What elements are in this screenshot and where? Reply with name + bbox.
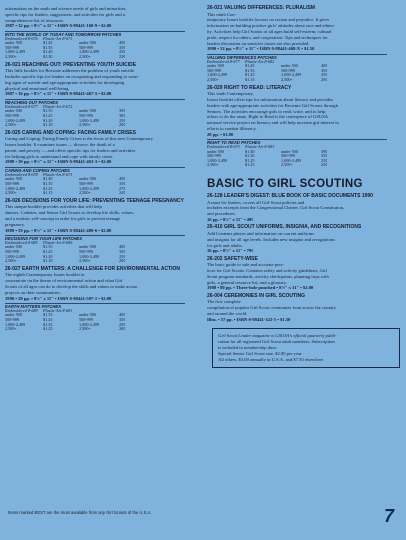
patch-price-cell: under 500 [281, 63, 298, 69]
patch-table-title: VALUING DIFFERENCES PATCHES [207, 54, 277, 60]
section-title: BASIC TO GIRL SCOUTING [207, 178, 363, 191]
patch-table-title: CARING AND COPING PATCHES [5, 167, 70, 173]
patch-price-cell: under 500 [79, 244, 96, 250]
patch-price-cell: 1,000-2,499 [207, 157, 228, 163]
patch-price-row [5, 191, 185, 196]
patch-price-cell: 1,000-2,499 [281, 157, 302, 163]
patch-price-cell: 1,000-2,499 [5, 117, 26, 123]
patch-price-cell [155, 327, 179, 332]
patch-price-cell: 20¢ [321, 77, 328, 83]
right-column [207, 6, 395, 368]
patch-table-title: DECISIONS FOR YOUR LIFE PATCHES [5, 235, 83, 241]
patch-price-cell: 24¢ [119, 190, 126, 196]
patch-price-table [5, 235, 185, 264]
item-desc-line: Issues booklet offers tips for information about literacy and provides [207, 97, 334, 103]
item-heading: 26-026 DECISIONS FOR YOUR LIFE: PREVENTING TEENAGE PREGNANCY [5, 197, 184, 204]
patch-price-cell: 20¢ [119, 258, 126, 264]
item-desc-line: pregnancy. [5, 221, 25, 227]
patch-price-cell: 1,000-2,499 [5, 49, 26, 55]
item-desc-line: efforts to combat illiteracy. [207, 126, 257, 132]
patch-price-cell: $1.25 [43, 112, 53, 118]
patch-price-cell: $1.10 [43, 258, 53, 264]
patch-price-cell: 500-999 [5, 180, 19, 186]
patch-price-cell: 2,500+ [207, 77, 219, 83]
item-desc-line: Scout program standards, activity checkpoints, planning trips with [207, 273, 329, 279]
item-valuing-differences [207, 6, 395, 83]
patch-price-cell: 500-999 [281, 153, 295, 159]
item-desc-line: This unique booklet provides activities that will help [5, 204, 102, 210]
intro-line: specific tips for leaders, suggestions, and activities for girls and a [5, 11, 125, 17]
patch-price-cell [155, 123, 179, 128]
item-desc-line: Add Contents photos and information on current uniforms [207, 230, 315, 236]
patch-price-cell: $1.25 [245, 157, 255, 163]
patch-price-cell: 1,000-2,499 [79, 185, 100, 191]
patch-price-cell: under 500 [79, 40, 96, 46]
patch-price-cell: 2,500+ [5, 122, 17, 128]
item-26-004-ceremonies [207, 294, 395, 322]
patch-price-cell: Embroidered 8-678 [5, 171, 38, 177]
patch-price-cell: 2,500+ [79, 326, 91, 332]
item-desc-line: girls, a general resource list, and a glossary. [207, 279, 288, 285]
patch-price-cell: Plastic-Art 8-671 [43, 35, 73, 41]
patch-price-cell: $1.40 [43, 176, 53, 182]
patch-price-cell: 2,500+ [5, 190, 17, 196]
item-desc-line: temporary Issues booklet focuses on racism and prejudice. It gives [207, 17, 330, 23]
item-desc-line: tices for Girl Scouts. Contains safety and activity guidelines, Girl [207, 268, 328, 274]
page-number: 7 [383, 506, 394, 526]
patch-price-cell: 500-999 [79, 44, 93, 50]
patch-price-cell: 2,500+ [5, 258, 17, 264]
patch-price-cell: $1.30 [43, 54, 53, 60]
patch-price-cell: 1,000-2,499 [5, 321, 26, 327]
patch-price-cell: $1.45 [43, 317, 53, 323]
item-desc-line: Seniors. The activities encourage girls to read, write, and to help [207, 108, 326, 114]
patch-price-cell: $1.30 [245, 153, 255, 159]
publication-info: 1987 • 32 pp. • 8½" x 11" • ISBN 0-88441-160-9 • $2.00 [5, 23, 112, 29]
item-26-029-right-to-read [207, 86, 395, 168]
item-desc-line: national service project on literacy and will help increase girl interest in [207, 120, 339, 126]
publication-info: 1987 • 16 pp. • 8½" x 11" • ISBN 0-88441-467-5 • $2.00 [5, 91, 112, 97]
item-heading: 26-128 LEADER'S DIGEST: BLUE BOOK OF BASIC DOCUMENTS 1990 [207, 193, 373, 200]
patch-price-cell: 40¢ [119, 244, 126, 250]
patch-price-cell [155, 259, 179, 264]
item-heading: 26-202 SAFETY-WISE [207, 255, 258, 262]
publication-info: Illus. • 57 pp. • ISBN 0-88441-322-5 • $1.50 [207, 316, 291, 322]
publication-info: 16 pp. • 8½" x 11" • 79¢ [207, 248, 254, 254]
patch-price-cell: 25¢ [321, 157, 328, 163]
patch-price-cell: $1.25 [43, 249, 53, 255]
patch-price-cell: 25¢ [321, 72, 328, 78]
item-heading: 26-025 CARING AND COPING: FACING FAMILY CRISES [5, 129, 136, 136]
item-26-021-reaching-out [5, 63, 193, 128]
item-desc-line: for girls and adults. [207, 242, 243, 248]
patch-price-cell: 30¢ [119, 112, 126, 118]
patch-price-cell: 1,000-2,499 [5, 253, 26, 259]
publication-info: 1990 • 52 pp. • 8½" x 11" • ISBN 0-88441-468-X • $1.50 [207, 46, 315, 52]
patch-price-cell: 1,000-2,499 [79, 321, 100, 327]
patch-price-cell: 1,000-2,499 [79, 253, 100, 259]
patch-price-cell: 500-999 [79, 317, 93, 323]
patch-price-cell: under 500 [207, 148, 224, 154]
patch-price-cell: Plastic-Art 8-682 [245, 58, 275, 64]
item-desc-line: Scouts of all ages can do to develop the skills and values to make action [5, 283, 138, 289]
patch-price-cell: under 500 [79, 312, 96, 318]
patch-rows [5, 309, 185, 332]
patch-price-cell [155, 191, 179, 196]
patch-price-cell: 500-999 [207, 153, 221, 159]
item-desc-line: and insignia for all age levels. Includes new insignia and recognitions [207, 236, 335, 242]
patch-price-cell: Plastic-Art 8-680 [43, 239, 73, 245]
item-desc-line: parent, and poverty — and offers specific tips for leaders and activities [5, 147, 136, 153]
patch-price-cell [357, 78, 381, 83]
patch-price-cell: Embroidered 8-677 [207, 58, 240, 64]
patch-price-cell: 2,500+ [79, 258, 91, 264]
item-desc-line: This ninth Con- [207, 11, 237, 17]
item-26-410-uniforms [207, 225, 395, 253]
patch-price-row [5, 55, 185, 60]
publication-info: 1988 • 80 pp. • Three-hole punched • 8½" x 11" • $2.00 [207, 285, 314, 291]
item-heading: 26-410 GIRL SCOUT UNIFORMS, INSIGNIA, AND RECOGNITIONS [207, 224, 362, 231]
patch-price-cell: 500-999 [5, 249, 19, 255]
patch-price-cell: 2,500+ [79, 122, 91, 128]
item-desc-line: and a realistic self-concept in order for girls to prevent teenage [5, 215, 121, 221]
patch-price-cell: Embroidered 8-689 [5, 307, 38, 313]
patch-price-cell: under 500 [5, 312, 22, 318]
patch-price-cell: 1,000-2,499 [79, 117, 100, 123]
patch-price-cell: 500-999 [5, 317, 19, 323]
box-line: is included in membership dues. [218, 344, 278, 350]
patch-price-cell: 35¢ [119, 180, 126, 186]
item-desc-line: leaders discussion on sensitive issues are also provided. [207, 40, 310, 46]
patch-price-cell: 35¢ [321, 67, 328, 73]
item-desc-line: Issues booklet. It examines issues — divorce, the death of a [5, 142, 115, 148]
item-26-202-safety-wise [207, 257, 395, 291]
patch-price-cell: 1,000-2,499 [207, 72, 228, 78]
publication-info: 1989 • 59 pp. • 8½" x 11" • ISBN 0-88441-489-6 • $2.00 [5, 227, 112, 233]
patch-price-cell: $1.15 [245, 77, 255, 83]
patch-price-cell: 35¢ [119, 44, 126, 50]
patch-price-cell: $1.25 [43, 185, 53, 191]
patch-price-cell: 49¢ [119, 40, 126, 46]
patch-price-cell: 2,500+ [5, 54, 17, 60]
patch-price-table [5, 31, 185, 60]
patch-rows [207, 60, 387, 83]
patch-price-cell: under 500 [5, 108, 22, 114]
item-26-025-caring-coping [5, 131, 193, 196]
patch-price-cell: 500-999 [79, 249, 93, 255]
patch-price-cell: $1.35 [43, 180, 53, 186]
item-desc-line: This tenth Contemporary [207, 91, 254, 97]
patch-price-cell: under 500 [79, 108, 96, 114]
item-desc-line: projects on their communities. [5, 289, 61, 295]
patch-table-title: REACHING OUT PATCHES [5, 99, 58, 105]
patch-rows [207, 145, 387, 168]
publication-info: 28 pp. • $1.00 [207, 131, 234, 137]
item-desc-line: This little booklet for Brownie addresses the problem of youth suicide. [5, 68, 136, 74]
patch-price-cell: 500-999 [5, 112, 19, 118]
patch-price-cell: $1.55 [43, 44, 53, 50]
item-26-128-leaders-digest [207, 194, 395, 222]
patch-price-cell: $1.10 [43, 122, 53, 128]
patch-price-cell: Plastic-Art 8-683 [245, 144, 275, 150]
patch-table-title: RIGHT TO READ PATCHES [207, 140, 261, 146]
patch-table-title: EARTH MATTERS PATCHES [5, 303, 61, 309]
patch-price-cell: $1.20 [43, 117, 53, 123]
patch-price-cell: 23¢ [119, 54, 126, 60]
left-column [5, 6, 193, 333]
patch-price-cell: $1.40 [43, 49, 53, 55]
patch-price-cell: 25¢ [119, 117, 126, 123]
patch-table-title: INTO THE WORLD OF TODAY AND TOMORROW PATCHES [5, 31, 122, 37]
item-desc-line: The eighth Contemporary Issues booklet to [5, 272, 85, 278]
item-heading: 26-004 CEREMONIES IN GIRL SCOUTING [207, 292, 305, 299]
item-desc-line: compilation of popular Girl Scout ceremonies from across the country [207, 305, 336, 311]
publication-info: 1988 • 39 pp. • 8½" x 11" • ISBN 0-88441-463-3 • $2.00 [5, 159, 112, 165]
box-line: Girl Scout Leader magazine is GSUSA's official quarterly publi- [218, 333, 337, 338]
intro-line: comprehensive list of resources. [5, 17, 65, 23]
patch-price-cell: 2,500+ [281, 77, 293, 83]
patch-price-cell: 2,500+ [79, 190, 91, 196]
patch-price-cell: $1.15 [43, 190, 53, 196]
patch-price-cell: 2,500+ [79, 54, 91, 60]
patch-rows [5, 241, 185, 264]
item-26-027-earth-matters [5, 267, 193, 332]
patch-price-cell: Plastic-Art 8-672 [43, 103, 73, 109]
item-desc-line: physical and emotional well-being. [5, 85, 70, 91]
patch-price-cell: $1.45 [43, 40, 53, 46]
patch-price-cell: 500-999 [5, 44, 19, 50]
patch-price-cell: 25¢ [119, 253, 126, 259]
patch-price-cell: under 500 [79, 176, 96, 182]
item-desc-line: others to do the same. Right to Read is the centerpiece of GSUSA [207, 114, 329, 120]
patch-price-cell: $1.25 [245, 72, 255, 78]
item-desc-line: Caring and Coping: Facing Family Crises is the focus of this new Contemporary [5, 136, 154, 142]
patch-price-cell: under 500 [207, 63, 224, 69]
patch-price-table [5, 167, 185, 196]
patch-price-cell: $1.35 [245, 67, 255, 73]
item-desc-line: includes excerpts from the Congressional Charter, Girl Scout Constitution, [207, 205, 345, 211]
patch-price-cell: 500-999 [207, 67, 221, 73]
item-desc-line: leaders with age-appropriate activities for Brownie Girl Scouts through [207, 102, 338, 108]
patch-price-cell: $1.35 [43, 321, 53, 327]
patch-price-cell: 35¢ [119, 317, 126, 323]
patch-rows [5, 37, 185, 60]
item-desc-line: pride, respect for others, and cooperation. Tips and techniques for [207, 34, 328, 40]
patch-price-cell: $1.20 [43, 253, 53, 259]
patch-price-row [5, 327, 185, 332]
patch-price-cell: $1.55 [43, 108, 53, 114]
patch-price-cell: under 500 [5, 176, 22, 182]
patch-price-cell: 39¢ [119, 108, 126, 114]
intro-line: information on the math and science needs of girls and minorities, [5, 6, 127, 11]
patch-price-cell: 27¢ [119, 185, 126, 191]
patch-price-cell: 25¢ [119, 321, 126, 327]
patch-price-cell: Plastic-Art 8-681 [43, 307, 73, 313]
patch-price-cell: 49¢ [119, 176, 126, 182]
patch-price-cell: Plastic-Art 8-673 [43, 171, 73, 177]
patch-price-cell: 500-999 [79, 180, 93, 186]
publication-info: 1990 • 28 pp. • 8½" x 11" • ISBN 0-88441-507-1 • $2.00 [5, 295, 112, 301]
item-heading: 26-021 REACHING OUT: PREVENTING YOUTH SUICIDE [5, 61, 137, 68]
item-heading: 26-029 RIGHT TO READ: LITERACY [207, 84, 292, 91]
patch-rows [5, 105, 185, 128]
item-desc-line: and around the world. [207, 310, 248, 316]
patch-price-cell: 40¢ [321, 63, 328, 69]
patch-price-cell: Embroidered 8-676 [5, 35, 38, 41]
patch-price-cell: 2,500+ [207, 162, 219, 168]
patch-price-row [5, 123, 185, 128]
patch-price-cell: Embroidered 8-685 [5, 239, 38, 245]
item-desc-line: for helping girls to understand and cope with family crises. [5, 153, 114, 159]
patch-price-table [5, 99, 185, 128]
patch-price-cell: 40¢ [119, 312, 126, 318]
patch-price-table [5, 303, 185, 332]
item-desc-line: The first complete [207, 299, 241, 305]
footer-note: Items marked BEST are the most available from any Girl Scouts of the U.S.A. [8, 510, 152, 515]
patch-price-cell: under 500 [5, 40, 22, 46]
patch-price-table [207, 54, 387, 83]
item-desc-line: Includes specific tips for leaders on recognizing and responding to warn- [5, 74, 139, 80]
item-desc-line: A must for leaders, covers all Girl Scout policies and [207, 199, 305, 205]
patch-price-table [207, 139, 387, 168]
patch-price-cell: $1.40 [245, 148, 255, 154]
item-desc-line: and procedures. [207, 211, 237, 217]
patch-price-row [207, 78, 387, 83]
item-heading: 26-021 VALUING DIFFERENCES: PLURALISM [207, 5, 315, 11]
patch-price-cell: 25¢ [119, 49, 126, 55]
patch-price-cell: 500-999 [79, 112, 93, 118]
item-desc-line: ity. Activities help Girl Scouts of all ages build self-esteem, cultural [207, 28, 332, 34]
intro-text [5, 6, 193, 23]
patch-price-cell: 39¢ [321, 148, 328, 154]
patch-price-cell: $1.25 [245, 162, 255, 168]
box-line: Special Senior Girl Scout rate, $2.00 per year. [218, 350, 303, 356]
item-desc-line: Juniors, Cadettes, and Senior Girl Scouts to develop life skills, values, [5, 210, 135, 216]
box-line: cation for all registered Girl Scout adult members. Subscription [218, 338, 335, 344]
patch-price-cell [357, 163, 381, 168]
patch-price-row [207, 163, 387, 168]
patch-price-row [5, 259, 185, 264]
patch-price-cell: $1.25 [43, 326, 53, 332]
patch-price-cell: $1.55 [43, 244, 53, 250]
item-desc-line: concentrate on the theme of environmental action and what Girl [5, 278, 123, 284]
item-desc-line: information on building positive girls' attitudes about race and ethnic- [207, 23, 336, 29]
patch-price-cell: 2,500+ [281, 162, 293, 168]
publication-info: 16 pp. • 8½" x 11" • 49¢ [207, 217, 254, 223]
patch-price-cell: 20¢ [119, 326, 126, 332]
patch-price-cell: Embroidered 8-670 [207, 144, 240, 150]
patch-price-cell: 1,000-2,499 [281, 72, 302, 78]
patch-price-cell: 20¢ [119, 122, 126, 128]
item-desc-line: The basic guide to safe and accurate prac- [207, 262, 285, 268]
patch-price-cell: Embroidered 8-677 [5, 103, 38, 109]
patch-price-cell: $1.45 [245, 63, 255, 69]
patch-price-cell: under 500 [281, 148, 298, 154]
leader-magazine-box [212, 328, 400, 368]
item-26-026-decisions [5, 199, 193, 264]
patch-price-cell: 500-999 [281, 67, 295, 73]
patch-price-cell: 25¢ [321, 162, 328, 168]
patch-price-cell [155, 55, 179, 60]
patch-price-cell: 35¢ [119, 249, 126, 255]
patch-price-cell: $1.55 [43, 312, 53, 318]
patch-price-cell: 2,500+ [5, 326, 17, 332]
patch-rows [5, 173, 185, 196]
patch-price-cell: 1,000-2,499 [5, 185, 26, 191]
patch-price-cell: 35¢ [321, 153, 328, 159]
patch-price-cell: under 500 [5, 244, 22, 250]
box-line: All others, $3.00 annually in U.S.A. and $7.50 elsewhere. [218, 356, 325, 362]
item-desc-line: ing signs of suicide and age-appropriate activities for developing [5, 79, 125, 85]
item-heading: 26-027 EARTH MATTERS: A CHALLENGE FOR ENVIRONMENTAL ACTION [5, 265, 181, 272]
patch-price-cell: 1,000-2,499 [79, 49, 100, 55]
